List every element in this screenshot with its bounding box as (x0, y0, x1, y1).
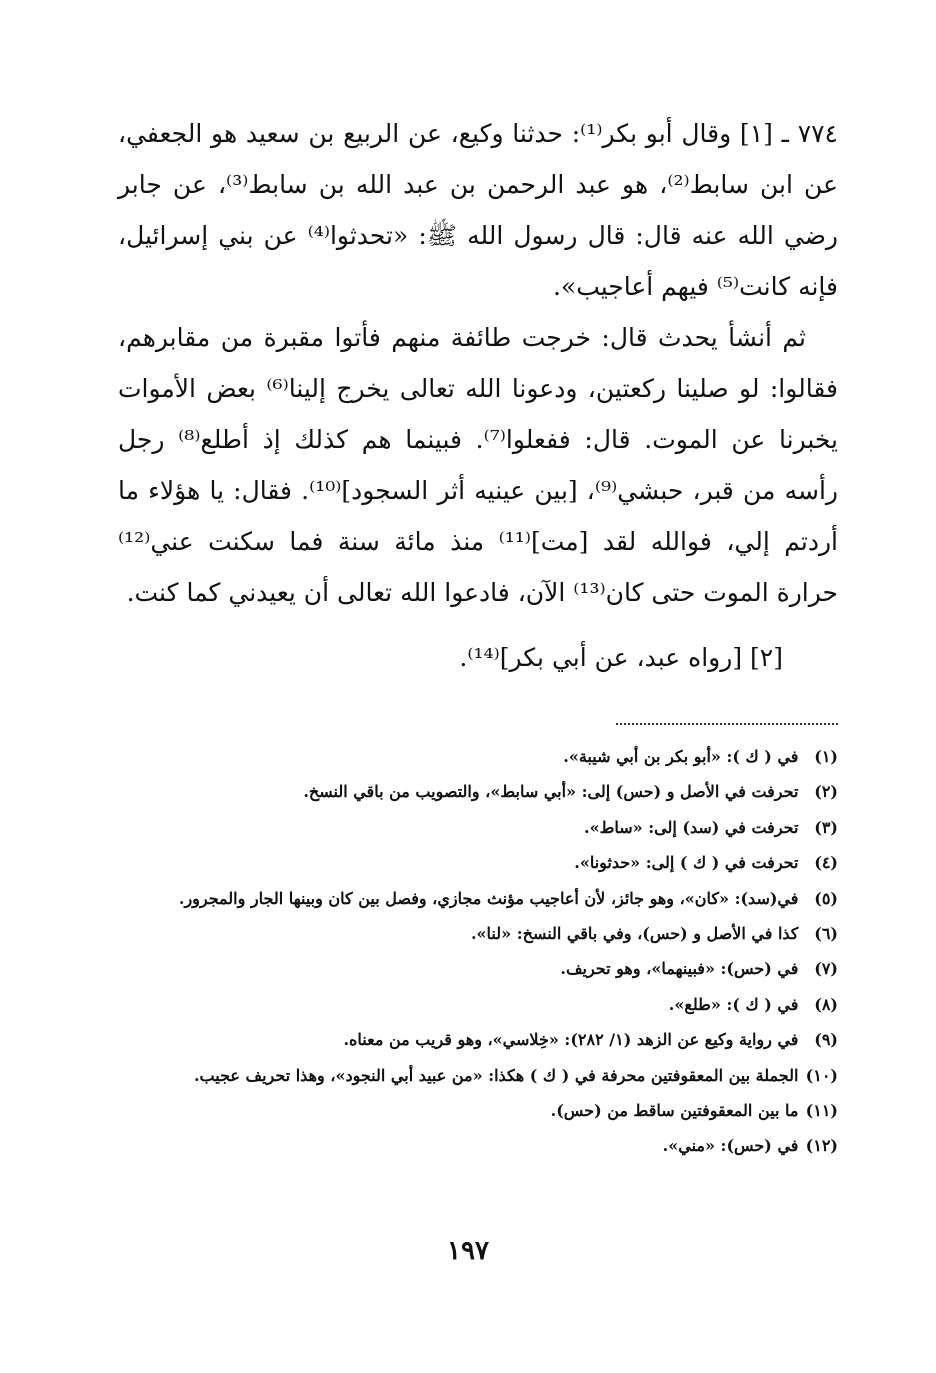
footnote-text: كذا في الأصل و (حس)، وفي باقي النسخ: «لنا». (470, 924, 799, 944)
hadith-paragraph-1: ٧٧٤ ـ [١] وقال أبو بكر⁽¹⁾: حدثنا وكيع، عن الربيع بن سعيد هو الجعفي، عن ابن سابط⁽²⁾، هو عبد الرحمن بن عبد الله بن سابط⁽³⁾، عن جابر رضي الله عنه قال: قال رسول الله ﷺ: «تحدثوا⁽⁴⁾ عن بني إسرائيل، فإنه كانت⁽⁵⁾ فيهم أعاجيب». (118, 119, 839, 301)
footnote-number: (١١) (805, 1101, 838, 1121)
footnote-item (118, 774, 838, 809)
footnote-text: في رواية وكيع عن الزهد (١/ ٢٨٢): «خِلاسي»، وهو قريب من معناه. (343, 1030, 799, 1050)
footnote-text: الجملة بين المعقوفتين محرفة في ( ك ) هكذا: «من عبيد أبي النجود»، وهذا تحريف عجيب. (193, 1065, 799, 1085)
footnote-item (118, 1093, 838, 1128)
footnote-number: (٩) (814, 1030, 838, 1050)
footnote-text: في ( ك ): «أبو بكر بن أبي شيبة». (563, 747, 799, 766)
footnote-item (118, 810, 838, 845)
footnote-number: (١٠) (805, 1065, 838, 1085)
footnote-number: (١) (814, 747, 838, 766)
footnote-number: (٤) (814, 853, 838, 873)
hadith-paragraph-2: ثم أنشأ يحدث قال: خرجت طائفة منهم فأتوا مقبرة من مقابرهم، فقالوا: لو صلينا ركعتين، ودعونا الله تعالى يخرج إلينا⁽⁶⁾ بعض الأموات يخبرنا عن الموت. قال: ففعلوا⁽⁷⁾. فبينما هم كذلك إذ أطلع⁽⁸⁾ رجل رأسه من قبر، حبشي⁽⁹⁾، [بين عينيه أثر السجود]⁽¹⁰⁾. فقال: يا هؤلاء ما أردتم إلي، فوالله لقد [مت]⁽¹¹⁾ منذ مائة سنة فما سكنت عني⁽¹²⁾ حرارة الموت حتى كان⁽¹³⁾ الآن، فادعوا الله تعالى أن يعيدني كما كنت. (118, 323, 839, 607)
footnote-number: (٨) (814, 994, 838, 1014)
footnote-text: تحرفت في ( ك ) إلى: «حدثونا». (574, 853, 799, 873)
footnote-item (118, 1128, 838, 1163)
footnote-number: (٢) (814, 782, 838, 802)
footnote-text: تحرفت في الأصل و (حس) إلى: «أبي سابط»، والتصويب من باقي النسخ. (303, 782, 799, 802)
footnote-item (118, 881, 838, 916)
footnote-item (118, 1058, 838, 1093)
footnote-item (118, 916, 838, 951)
footnote-text: في (حس): «مني». (662, 1136, 799, 1156)
footnote-number: (٥) (814, 888, 838, 908)
footnote-text: في (حس): «فبينهما»، وهو تحريف. (560, 959, 799, 979)
footnote-item (118, 1022, 838, 1057)
footnote-number: (٣) (814, 817, 838, 837)
footnote-text: ما بين المعقوفتين ساقط من (حس). (550, 1101, 799, 1121)
page-number: ١٩٧ (447, 1236, 489, 1266)
footnote-item (118, 739, 838, 774)
footnotes (118, 739, 838, 1164)
footnote-text: في ( ك ): «طلع». (668, 994, 799, 1014)
footnote-text: في(سد): «كان»، وهو جائز، لأن أعاجيب مؤنث مجازي، وفصل بين كان وبينها الجار والمجرور. (178, 888, 799, 908)
footnote-item (118, 987, 838, 1022)
footnote-item (118, 951, 838, 986)
footnote-number: (٦) (814, 924, 838, 944)
footnote-number: (٧) (814, 959, 838, 979)
footnote-item (118, 845, 838, 880)
main-text (118, 108, 838, 683)
hadith-reference: [٢] [رواه عبد، عن أبي بكر]⁽¹⁴⁾. (459, 643, 783, 672)
footnote-text: تحرفت في (سد) إلى: «ساط». (584, 817, 799, 837)
footnote-number: (١٢) (805, 1136, 838, 1156)
footnote-separator (616, 723, 838, 725)
